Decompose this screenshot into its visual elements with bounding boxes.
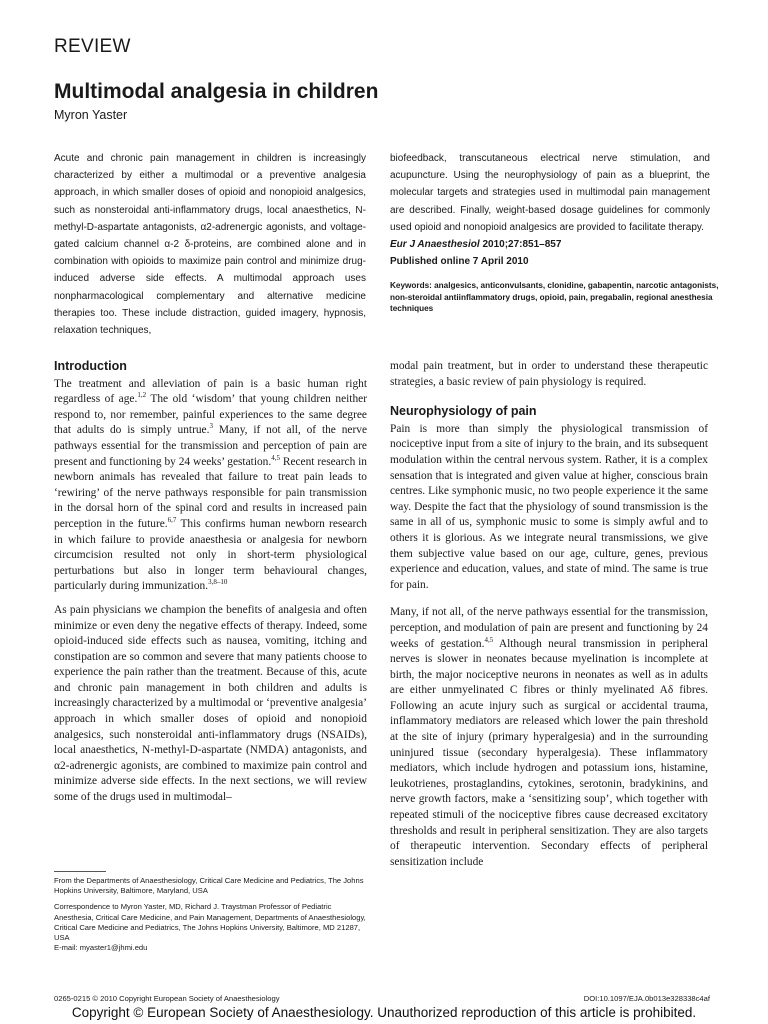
citation-details: 2010;27:851–857	[479, 239, 562, 251]
footnote-divider	[54, 871, 106, 872]
neuro-paragraph-2: Many, if not all, of the nerve pathways essential for the transmission, perception, and modulation of pain are present and functioning by 24 weeks of gestation.$^{4,5}$ Although neural transmission in peripheral nerves is slower in neonates because myelination is incomplete at birth, the major nociceptive neurons in neonates as well as in adults are either unmyelinated C fibres or thinly myelinated Aδ fibres. Following an acute injury such as surgical or accidental trauma, inflammatory mediators are released which lower the pain threshold at the site of injury (primary hyperalgesia) and in the surrounding uninjured tissue (secondary hyperalgesia). These inflammatory mediators, which include hydrogen and potassium ions, histamine, leukotrienes, prostaglandins, cytokines, serotonin, bradykinins, and nerve growth factors, make a ‘sensitizing soup’, which together with repeated stimuli of the nociceptive fibres cause decreased excitatory thresholds and result in peripheral sensitization. They are also targets of therapeutic intervention. Secondary effects of peripheral sensitization include	[390, 606, 708, 868]
reference: 4,5	[484, 635, 494, 644]
citation	[390, 236, 710, 253]
reference: 6,7	[167, 516, 177, 525]
author-name: Myron Yaster	[54, 108, 128, 122]
section-label: REVIEW	[54, 36, 131, 57]
correspondence-note: Correspondence to Myron Yaster, MD, Richard J. Traystman Professor of Pediatric Anesthesia, Critical Care Medicine, and Pain Management, Departments of Anaesthesiology, Critical Care Medicine and Pediatrics, The Johns Hopkins University, Baltimore, MD 21287, USA	[54, 902, 366, 943]
reference: 3,8–10	[208, 578, 228, 587]
citation-journal: Eur J Anaesthesiol	[390, 239, 480, 251]
abstract-right-column	[390, 150, 710, 270]
abstract-left-column: Acute and chronic pain management in children is increasingly characterized by either a multimodal or a preventive analgesia approach, in which smaller doses of opioid and nonopioid analgesics, such as nonsteroidal anti-inflammatory drugs, local anaesthetics, N-methyl-D-aspartate antagonists, α2-adrenergic agonists, and voltage-gated calcium channel α-2 δ-proteins, are combined alone and in combination with opioids to maximize pain control and minimize drug-induced adverse side effects. A multimodal approach uses nonpharmacological complementary and alternative medicine therapies too. These include distraction, guided imagery, hypnosis, relaxation techniques,	[54, 153, 366, 337]
continued-paragraph: modal pain treatment, but in order to understand these therapeutic strategies, a basic review of pain physiology is required.	[390, 360, 708, 388]
doi: DOI:10.1097/EJA.0b013e328338c4af	[583, 994, 710, 1003]
neuro-paragraph-1: Pain is more than simply the physiological transmission of nociceptive input from a site of injury to the brain, and its subsequent modulation within the central nervous system. Rather, it is a complex sensation that is integrated and given value at higher, conscious brain centres. Like symphonic music, no two people experience it the same way. Despite the fact that the physiology of sound transmission is the same in all of us, symphonic music to some is simply awful and to others it is glorious. As we integrate neural transmissions, we give them subjective value based on our age, culture, genes, previous experience and education, values, and state of mind. The same is true for pain.	[390, 422, 708, 591]
copyright-banner: Copyright © European Society of Anaesthesiology. Unauthorized reproduction of this article is prohibited.	[71, 1005, 697, 1020]
keywords: Keywords: analgesics, anticonvulsants, clonidine, gabapentin, narcotic antagonists, non-steroidal antiinflammatory drugs, opioid, pain, pregabalin, regional anesthesia techniques	[390, 281, 719, 313]
body-right-column	[390, 359, 708, 878]
body-left-column	[54, 359, 367, 814]
intro-heading: Introduction	[54, 359, 127, 373]
published-online: Published online 7 April 2010	[390, 256, 529, 268]
reference: 3	[209, 422, 213, 431]
issn-copyright-line: 0265-0215 © 2010 Copyright European Society of Anaesthesiology	[54, 994, 280, 1003]
reference: 4,5	[271, 453, 280, 462]
article-title: Multimodal analgesia in children	[54, 80, 379, 103]
intro-paragraph-2: As pain physicians we champion the benefits of analgesia and often minimize or even deny the negative effects of therapy. Indeed, some opioid-induced side effects such as nausea, vomiting, itching and constipation are so common and severe that many patients choose to experience the pain rather than the treatment. Because of this, acute and chronic pain management in both children and adults is increasingly characterized by a multimodal or ‘preventive analgesia’ approach in which smaller doses of opioid and nonopioid analgesics, such nonsteroidal anti-inflammatory drugs (NSAIDs), local anaesthetics, N-methyl-D-aspartate (NMDA) antagonists, and α2-adrenergic agonists, are combined to maximize pain control and minimize adverse side effects. In the next sections, we will review some of the drugs used in multimodal–	[54, 603, 367, 804]
affiliation-note: From the Departments of Anaesthesiology, Critical Care Medicine and Pediatrics, The Johns Hopkins University, Baltimore, Maryland, USA	[54, 876, 364, 896]
abstract-right-text: biofeedback, transcutaneous electrical nerve stimulation, and acupuncture. Using the neurophysiology of pain as a blueprint, the molecular targets and strategies used in multimodal pain management are described. Finally, weight-based dosage guidelines for commonly used opioid and nonopioid analgesics are provided to facilitate therapy.	[390, 153, 710, 233]
intro-paragraph-1: The treatment and alleviation of pain is a basic human right regardless of age.$^{1,2}$ The old ‘wisdom’ that young children neither respond to, nor remember, painful experiences to the same degree that adults do is simply untrue.$^3$ Many, if not all, of the nerve pathways essential for the transmission and perception of pain are present and functioning by 24 weeks’ gestation.$^{4,5}$ Recent research in newborn animals has revealed that failure to treat pain leads to ‘rewiring’ of the nerve pathways responsible for pain transmission in the dorsal horn of the spinal cord and results in increased pain perception in the future.$^{6,7}$ This confirms human newborn research in which failure to provide anaesthesia or analgesia for newborn circumcision resulted not only in short-term physiological perturbations but also in longer term behavioural changes, particularly during immunization.$^{3,8-10}$	[54, 377, 368, 593]
neurophysiology-heading: Neurophysiology of pain	[390, 404, 537, 419]
email-note: E-mail: myaster1@jhmi.edu	[54, 943, 148, 953]
footnotes	[54, 876, 372, 959]
reference: 1,2	[137, 391, 147, 400]
